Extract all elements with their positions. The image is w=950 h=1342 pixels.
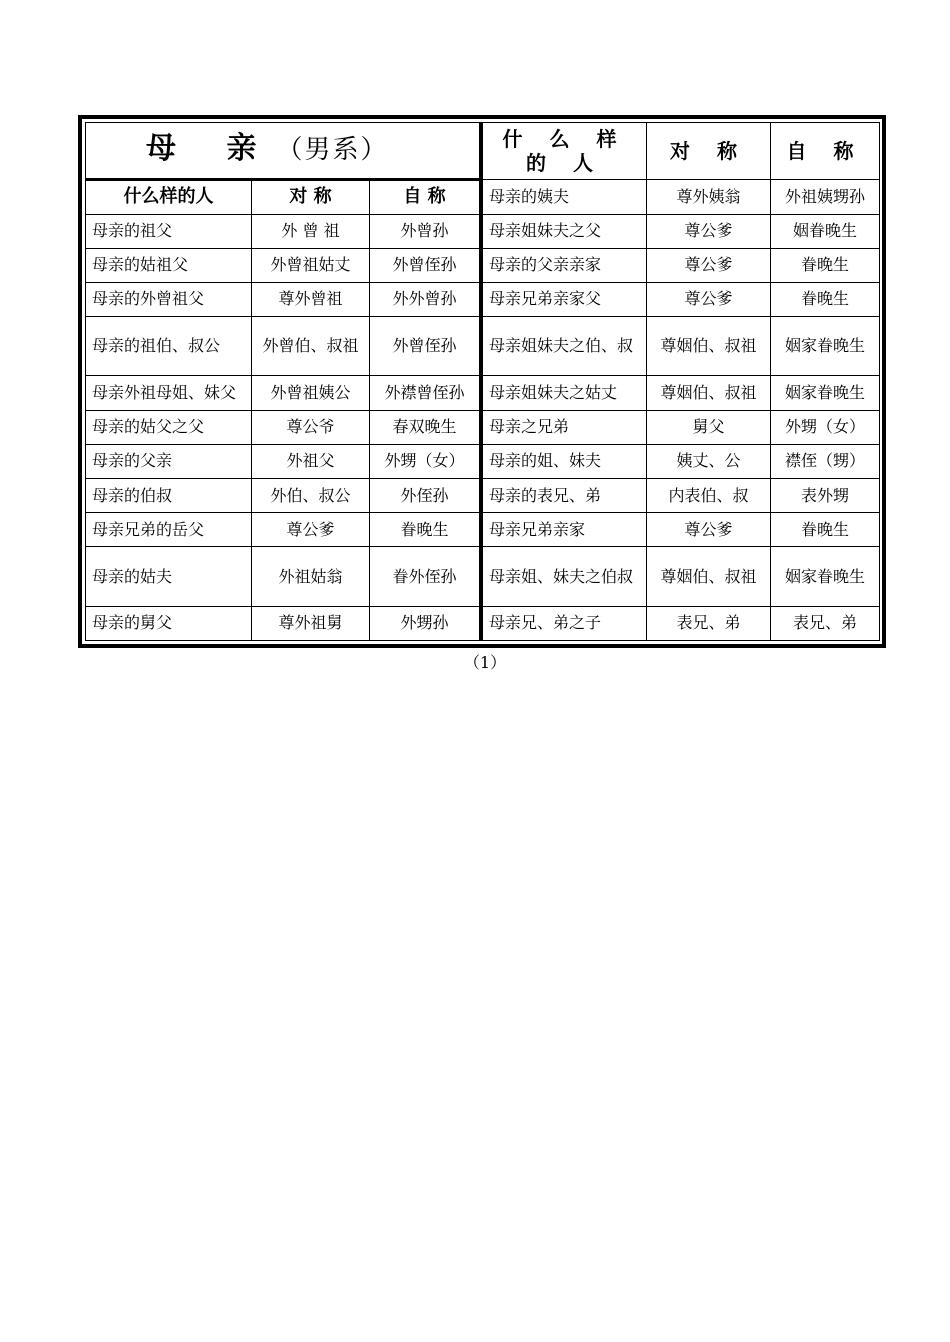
right-address-term-cell: 尊姻伯、叔祖 — [647, 547, 771, 606]
right-row — [483, 317, 880, 376]
left-row — [86, 376, 480, 410]
left-header-row — [86, 180, 480, 214]
right-address-term-cell: 舅父 — [647, 410, 771, 444]
right-self-term-cell: 眷晚生 — [771, 248, 880, 282]
right-relation-cell: 母亲姐妹夫之伯、叔 — [483, 317, 647, 376]
kinship-table-frame — [78, 115, 886, 648]
right-row — [483, 180, 880, 214]
right-address-term-cell: 尊姻伯、叔祖 — [647, 317, 771, 376]
left-row — [86, 478, 480, 512]
left-relation-cell: 母亲的祖伯、叔公 — [86, 317, 252, 376]
right-self-term-cell: 表外甥 — [771, 478, 880, 512]
right-address-term-cell: 尊姻伯、叔祖 — [647, 376, 771, 410]
right-self-term-cell: 姻眷晚生 — [771, 214, 880, 248]
right-self-term-cell: 外甥（女） — [771, 410, 880, 444]
left-row — [86, 547, 480, 606]
right-header-address: 对 称 — [647, 123, 771, 180]
right-self-term-cell: 姻家眷晚生 — [771, 547, 880, 606]
title-row — [86, 123, 480, 180]
right-relation-cell: 母亲姐妹夫之父 — [483, 214, 647, 248]
left-self-term-cell: 外甥（女） — [370, 444, 480, 478]
left-relation-cell: 母亲的伯叔 — [86, 478, 252, 512]
right-address-term-cell: 尊公爹 — [647, 248, 771, 282]
right-row — [483, 478, 880, 512]
right-address-term-cell: 姨丈、公 — [647, 444, 771, 478]
left-relation-cell: 母亲的姑夫 — [86, 547, 252, 606]
right-row — [483, 410, 880, 444]
left-row — [86, 214, 480, 248]
left-relation-cell: 母亲的姑祖父 — [86, 248, 252, 282]
page-number: （1） — [463, 653, 507, 672]
left-relation-cell: 母亲的父亲 — [86, 444, 252, 478]
right-self-term-cell: 眷晚生 — [771, 282, 880, 316]
left-address-term-cell: 外伯、叔公 — [252, 478, 370, 512]
right-address-term-cell: 尊公爹 — [647, 513, 771, 547]
left-row — [86, 317, 480, 376]
left-header-address: 对 称 — [252, 180, 370, 214]
right-row — [483, 214, 880, 248]
left-address-term-cell: 外祖姑翁 — [252, 547, 370, 606]
right-relation-cell: 母亲的表兄、弟 — [483, 478, 647, 512]
right-address-term-cell: 内表伯、叔 — [647, 478, 771, 512]
left-self-term-cell: 外曾孙 — [370, 214, 480, 248]
left-row — [86, 513, 480, 547]
left-relation-cell: 母亲的舅父 — [86, 606, 252, 640]
right-relation-cell: 母亲姐妹夫之姑丈 — [483, 376, 647, 410]
left-address-term-cell: 外曾祖姨公 — [252, 376, 370, 410]
right-relation-cell: 母亲兄弟亲家父 — [483, 282, 647, 316]
left-address-term-cell: 外 曾 祖 — [252, 214, 370, 248]
left-self-term-cell: 外外曾孙 — [370, 282, 480, 316]
right-row — [483, 282, 880, 316]
left-relation-cell: 母亲的祖父 — [86, 214, 252, 248]
left-address-term-cell: 尊公爹 — [252, 513, 370, 547]
right-relation-cell: 母亲的父亲亲家 — [483, 248, 647, 282]
left-self-term-cell: 外曾侄孙 — [370, 317, 480, 376]
left-self-term-cell: 外曾侄孙 — [370, 248, 480, 282]
right-self-term-cell: 眷晚生 — [771, 513, 880, 547]
left-relation-cell: 母亲的外曾祖父 — [86, 282, 252, 316]
right-self-term-cell: 表兄、弟 — [771, 606, 880, 640]
right-address-term-cell: 尊公爹 — [647, 214, 771, 248]
left-header-who: 什么样的人 — [86, 180, 252, 214]
right-relation-cell: 母亲之兄弟 — [483, 410, 647, 444]
left-self-term-cell: 外侄孙 — [370, 478, 480, 512]
left-address-term-cell: 外曾伯、叔祖 — [252, 317, 370, 376]
right-relation-cell: 母亲兄、弟之子 — [483, 606, 647, 640]
left-relation-cell: 母亲兄弟的岳父 — [86, 513, 252, 547]
right-address-term-cell: 表兄、弟 — [647, 606, 771, 640]
right-self-term-cell: 姻家眷晚生 — [771, 317, 880, 376]
title-sub: （男系） — [276, 134, 389, 165]
right-relation-cell: 母亲兄弟亲家 — [483, 513, 647, 547]
left-self-term-cell: 外甥孙 — [370, 606, 480, 640]
right-relation-cell: 母亲的姨夫 — [483, 180, 647, 214]
left-address-term-cell: 外曾祖姑丈 — [252, 248, 370, 282]
left-address-term-cell: 尊外祖舅 — [252, 606, 370, 640]
right-self-term-cell: 姻家眷晚生 — [771, 376, 880, 410]
table-halves — [85, 122, 879, 641]
left-relation-cell: 母亲外祖母姐、妹父 — [86, 376, 252, 410]
right-row — [483, 547, 880, 606]
right-self-term-cell: 外祖姨甥孙 — [771, 180, 880, 214]
left-row — [86, 248, 480, 282]
left-header-self: 自 称 — [370, 180, 480, 214]
right-address-term-cell: 尊公爹 — [647, 282, 771, 316]
page-title — [86, 123, 480, 180]
left-relation-cell: 母亲的姑父之父 — [86, 410, 252, 444]
right-row — [483, 606, 880, 640]
left-row — [86, 410, 480, 444]
right-self-term-cell: 襟侄（甥） — [771, 444, 880, 478]
left-address-term-cell: 尊外曾祖 — [252, 282, 370, 316]
left-row — [86, 606, 480, 640]
left-address-term-cell: 尊公爷 — [252, 410, 370, 444]
right-row — [483, 376, 880, 410]
right-address-term-cell: 尊外姨翁 — [647, 180, 771, 214]
right-header-row — [483, 123, 880, 180]
right-row — [483, 513, 880, 547]
left-self-term-cell: 眷外侄孙 — [370, 547, 480, 606]
left-self-term-cell: 外襟曾侄孙 — [370, 376, 480, 410]
left-self-term-cell: 眷晚生 — [370, 513, 480, 547]
left-row — [86, 282, 480, 316]
left-address-term-cell: 外祖父 — [252, 444, 370, 478]
title-main: 母 亲 — [146, 130, 277, 166]
left-table — [85, 122, 480, 641]
right-relation-cell: 母亲姐、妹夫之伯叔 — [483, 547, 647, 606]
right-header-self: 自 称 — [771, 123, 880, 180]
right-relation-cell: 母亲的姐、妹夫 — [483, 444, 647, 478]
left-self-term-cell: 春双晚生 — [370, 410, 480, 444]
right-row — [483, 248, 880, 282]
left-row — [86, 444, 480, 478]
right-table — [482, 122, 880, 641]
right-header-who: 什 么 样 的 人 — [483, 123, 647, 180]
right-row — [483, 444, 880, 478]
